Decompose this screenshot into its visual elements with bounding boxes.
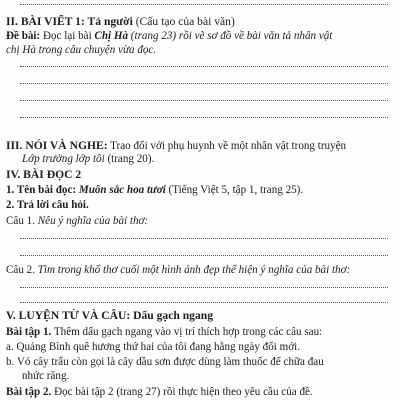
question-text: Tìm trong khổ thơ cuối một hình ảnh đẹp thể hiện ý nghĩa của bài thơ:: [34, 264, 351, 276]
heading-note: (Cấu tạo của bài văn): [132, 15, 235, 28]
section-heading-reading: IV. BÀI ĐỌC 2: [6, 168, 82, 181]
page-ref: (trang 20).: [104, 153, 155, 165]
exercise-text: Đọc bài tập 2 (trang 27) rồi thực hiện theo yêu cầu của đề.: [51, 386, 313, 398]
question-text: Nêu ý nghĩa của bài thơ:: [34, 215, 149, 227]
exercise-label: Bài tập 1.: [6, 326, 52, 338]
exercise-text: Thêm dấu gạch ngang vào vị trí thích hợp trong các câu sau:: [51, 326, 323, 338]
reading-title-item: [6, 184, 390, 197]
exercise-1-a: a. Quảng Bình quê hương thứ hai của tôi đang hằng ngày đổi mới.: [6, 341, 300, 353]
item-label: 1. Tên bài đọc:: [6, 184, 77, 196]
story-title: Chị Hà: [94, 30, 129, 42]
exercise-1: [6, 326, 390, 339]
answer-questions-heading: 2. Trả lời câu hỏi.: [6, 199, 89, 211]
prompt-text-1: Đọc lại bài: [40, 30, 95, 42]
answer-line: [20, 302, 388, 303]
answer-line: [20, 255, 388, 256]
exercise-1-b-cont: nhức răng.: [22, 370, 70, 382]
heading-text: II. BÀI VIẾT 1: Tả người: [6, 15, 133, 28]
answer-line: [20, 238, 388, 239]
answer-line: [20, 287, 388, 288]
writing-prompt: [6, 30, 390, 43]
answer-line: [20, 83, 388, 84]
answer-line: [20, 4, 388, 5]
prompt-text-2: (trang 23) rồi vẽ sơ đồ về bài văn tả nhân vật: [128, 30, 333, 42]
exercise-2: [6, 386, 390, 399]
answer-line: [20, 117, 388, 118]
question-2: [6, 264, 390, 277]
answer-line: [20, 100, 388, 101]
section-heading-grammar: V. LUYỆN TỪ VÀ CÂU: Dấu gạch ngang: [6, 309, 214, 322]
reading-title: Muôn sắc hoa tươi: [76, 184, 166, 196]
writing-prompt-line-2: chị Hà trong câu chuyện vừa đọc.: [6, 44, 157, 56]
section-heading-writing: [6, 15, 390, 28]
heading-text: III. NÓI VÀ NGHE:: [6, 139, 108, 152]
prompt-label: Đề bài:: [6, 30, 41, 42]
speaking-text: Trao đổi với phụ huynh về một nhân vật trong truyện: [107, 140, 347, 152]
reading-ref: (Tiếng Việt 5, tập 1, trang 25).: [165, 184, 304, 196]
section-heading-speaking: [6, 139, 390, 153]
story-title: Lớp trưởng lớp tôi: [22, 153, 105, 165]
answer-line: [20, 66, 388, 67]
question-1: [6, 215, 390, 228]
question-label: Câu 2.: [6, 264, 35, 276]
question-label: Câu 1.: [6, 215, 35, 227]
exercise-1-b: b. Vỏ cây trẩu còn gọi là cây dầu sơn được dùng làm thuốc để chữa đau: [6, 356, 324, 368]
exercise-label: Bài tập 2.: [6, 386, 52, 398]
speaking-text-line-2: [22, 153, 390, 166]
